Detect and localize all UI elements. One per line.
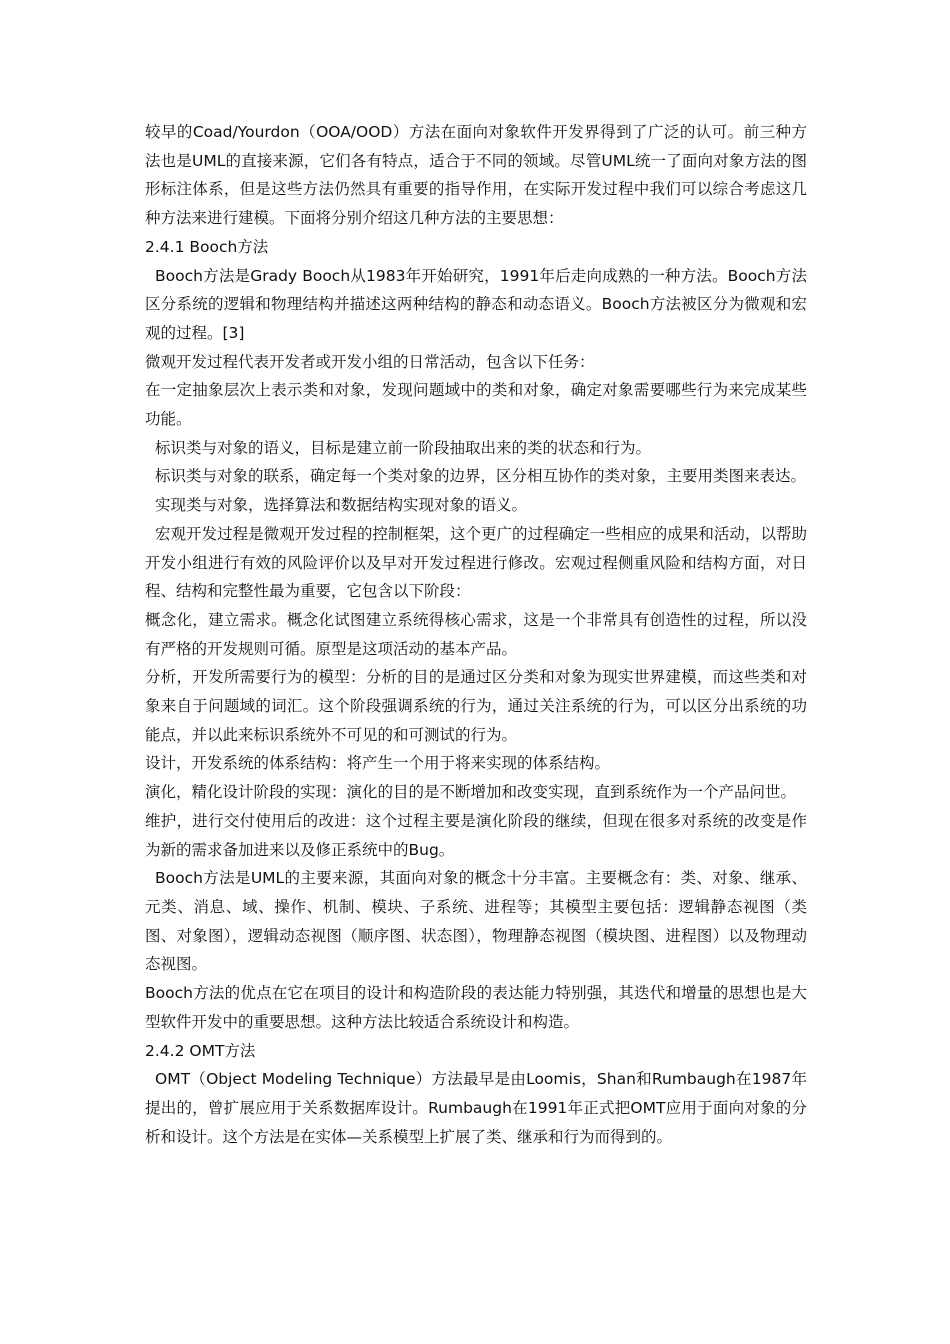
macro-stage-maintenance: 维护，进行交付使用后的改进：这个过程主要是演化阶段的继续，但现在很多对系统的改变是作为新的需求备加进来以及修正系统中的Bug。 [145, 811, 807, 859]
micro-task-4: 实现类与对象，选择算法和数据结构实现对象的语义。 [155, 496, 528, 515]
micro-task-2: 标识类与对象的语义，目标是建立前一阶段抽取出来的类的状态和行为。 [155, 438, 652, 457]
section-heading-booch: 2.4.1 Booch方法 [145, 237, 269, 256]
macro-stage-analysis: 分析，开发所需要行为的模型：分析的目的是通过区分类和对象为现实世界建模，而这些类和对象来自于问题域的词汇。这个阶段强调系统的行为，通过关注系统的行为，可以区分出系统的功能点，并以此来标识系统外不可见的和可测试的行为。 [145, 668, 807, 744]
macro-stage-design: 设计，开发系统的体系结构：将产生一个用于将来实现的体系结构。 [145, 754, 611, 773]
booch-concepts-paragraph: Booch方法是UML的主要来源，其面向对象的概念十分丰富。主要概念有：类、对象、继承、元类、消息、域、操作、机制、模块、子系统、进程等；其模型主要包括：逻辑静态视图（类图、对象图），逻辑动态视图（顺序图、状态图），物理静态视图（模块图、进程图）以及物理动态视图。 [145, 869, 807, 974]
booch-advantages-paragraph: Booch方法的优点在它在项目的设计和构造阶段的表达能力特别强，其迭代和增量的思想也是大型软件开发中的重要思想。这种方法比较适合系统设计和构造。 [145, 984, 807, 1031]
micro-task-3: 标识类与对象的联系，确定每一个类对象的边界，区分相互协作的类对象，主要用类图来表达。 [155, 467, 807, 486]
intro-paragraph: 较早的Coad/Yourdon（OOA/OOD）方法在面向对象软件开发界得到了广泛的认可。前三种方法也是UML的直接来源，它们各有特点，适合于不同的领域。尽管UML统一了面向对象方法的图形标注体系，但是这些方法仍然具有重要的指导作用，在实际开发过程中我们可以综合考虑这几种方法来进行建模。下面将分别介绍这几种方法的主要思想： [145, 123, 807, 228]
omt-overview-paragraph: OMT（Object Modeling Technique）方法最早是由Loomis，Shan和Rumbaugh在1987年提出的，曾扩展应用于关系数据库设计。Rumbaugh在1991年正式把OMT应用于面向对象的分析和设计。这个方法是在实体—关系模型上扩展了类、继承和行为而得到的。 [145, 1070, 807, 1146]
macro-process-paragraph: 宏观开发过程是微观开发过程的控制框架，这个更广的过程确定一些相应的成果和活动，以帮助开发小组进行有效的风险评价以及早对开发过程进行修改。宏观过程侧重风险和结构方面，对日程、结构和完整性最为重要，它包含以下阶段： [145, 524, 807, 601]
micro-process-paragraph: 微观开发过程代表开发者或开发小组的日常活动，包含以下任务： [145, 352, 595, 371]
section-heading-omt: 2.4.2 OMT方法 [145, 1041, 256, 1060]
booch-overview-paragraph: Booch方法是Grady Booch从1983年开始研究，1991年后走向成熟的一种方法。Booch方法区分系统的逻辑和物理结构并描述这两种结构的静态和动态语义。Booch方法被区分为微观和宏观的过程。[3] [145, 266, 807, 342]
document-body [145, 118, 807, 1151]
micro-task-1: 在一定抽象层次上表示类和对象，发现问题域中的类和对象，确定对象需要哪些行为来完成某些功能。 [145, 381, 807, 429]
macro-stage-conceptualization: 概念化，建立需求。概念化试图建立系统得核心需求，这是一个非常具有创造性的过程，所以没有严格的开发规则可循。原型是这项活动的基本产品。 [145, 610, 807, 658]
macro-stage-evolution: 演化，精化设计阶段的实现：演化的目的是不断增加和改变实现，直到系统作为一个产品问世。 [145, 783, 797, 802]
